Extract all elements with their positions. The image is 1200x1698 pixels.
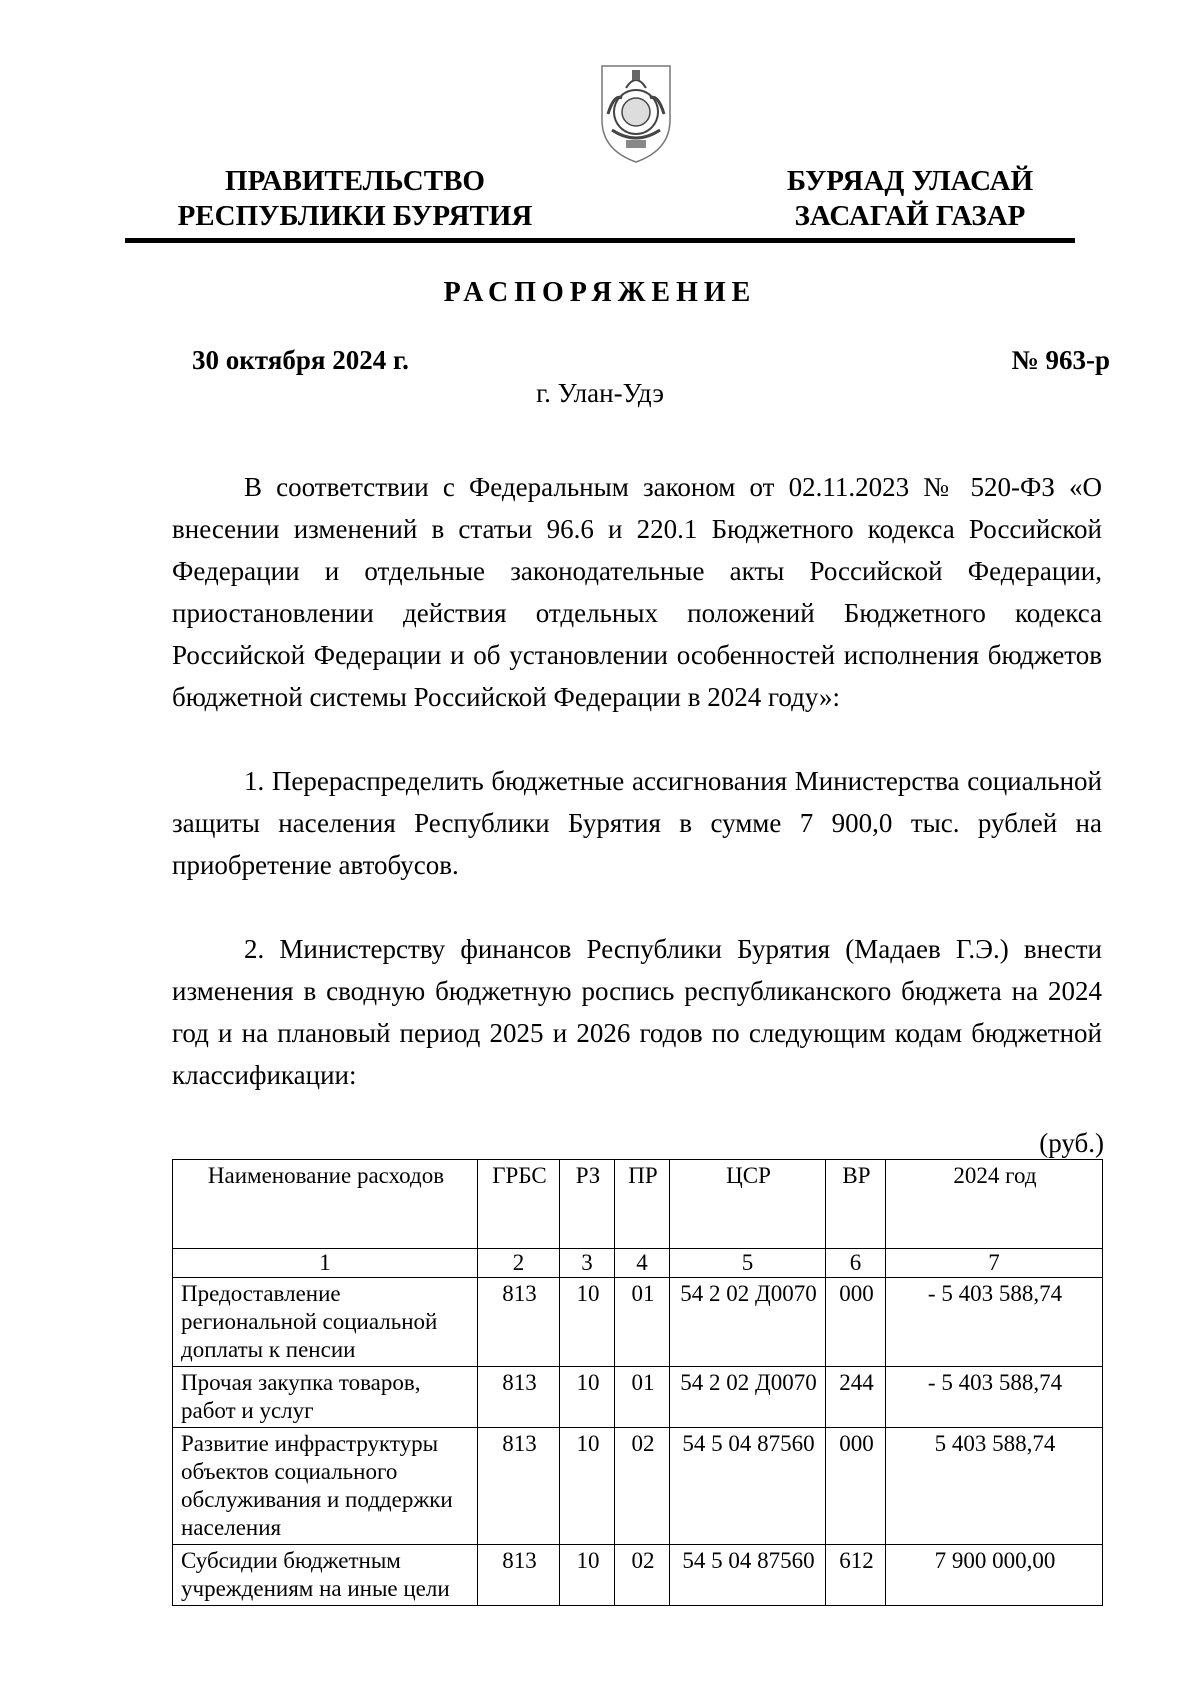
budget-table xyxy=(172,1159,1103,1606)
col-index: 3 xyxy=(560,1249,615,1278)
item1-paragraph xyxy=(172,760,1102,886)
org-name-buryat-line2: ЗАСАГАЙ ГАЗАР xyxy=(794,200,1026,232)
cell-pr: 02 xyxy=(615,1428,670,1545)
table-header-row xyxy=(173,1160,1103,1249)
cell-pr: 02 xyxy=(615,1545,670,1606)
table-row xyxy=(173,1545,1103,1606)
table-row xyxy=(173,1278,1103,1367)
cell-csr: 54 5 04 87560 xyxy=(670,1428,826,1545)
col-index: 4 xyxy=(615,1249,670,1278)
preamble-paragraph xyxy=(172,466,1102,718)
item2-text: 2. Министерству финансов Республики Бурятия (Мадаев Г.Э.) внести изменения в сводную бюджетную роспись республиканского бюджета на 2024 год и на плановый период 2025 и 2026 годов по следующим кодам бюджетной классификации: xyxy=(172,934,1102,1090)
cell-name: Развитие инфраструктуры объектов социального обслуживания и поддержки населения xyxy=(173,1428,478,1545)
cell-name: Прочая закупка товаров, работ и услуг xyxy=(173,1367,478,1428)
table-index-row xyxy=(173,1249,1103,1278)
org-name-russian xyxy=(170,164,540,234)
header-divider xyxy=(125,238,1075,243)
col-header-pr: ПР xyxy=(615,1160,670,1249)
org-name-buryat-line1: БУРЯАД УЛАСАЙ xyxy=(786,165,1034,197)
org-name-buryat xyxy=(740,164,1080,234)
col-index: 2 xyxy=(478,1249,560,1278)
item2-paragraph xyxy=(172,928,1102,1096)
org-name-line2: РЕСПУБЛИКИ БУРЯТИЯ xyxy=(177,200,533,232)
col-index: 6 xyxy=(826,1249,886,1278)
cell-amount: 7 900 000,00 xyxy=(886,1545,1103,1606)
cell-grbs: 813 xyxy=(478,1545,560,1606)
col-header-vr: ВР xyxy=(826,1160,886,1249)
document-title: РАСПОРЯЖЕНИЕ xyxy=(443,277,757,308)
col-index: 1 xyxy=(173,1249,478,1278)
cell-rz: 10 xyxy=(560,1367,615,1428)
cell-vr: 000 xyxy=(826,1428,886,1545)
cell-rz: 10 xyxy=(560,1545,615,1606)
item1-text: 1. Перераспределить бюджетные ассигнования Министерства социальной защиты населения Республики Бурятия в сумме 7 900,0 тыс. рублей на приобретение автобусов. xyxy=(172,766,1102,880)
cell-name: Предоставление региональной социальной доплаты к пенсии xyxy=(173,1278,478,1367)
col-header-rz: РЗ xyxy=(560,1160,615,1249)
col-index: 5 xyxy=(670,1249,826,1278)
col-header-year: 2024 год xyxy=(886,1160,1103,1249)
document-city: г. Улан-Удэ xyxy=(536,378,664,408)
cell-csr: 54 5 04 87560 xyxy=(670,1545,826,1606)
col-header-grbs: ГРБС xyxy=(478,1160,560,1249)
cell-pr: 01 xyxy=(615,1367,670,1428)
document-date: 30 октября 2024 г. xyxy=(192,345,409,375)
col-header-csr: ЦСР xyxy=(670,1160,826,1249)
cell-csr: 54 2 02 Д0070 xyxy=(670,1278,826,1367)
col-header-name: Наименование расходов xyxy=(173,1160,478,1249)
cell-rz: 10 xyxy=(560,1278,615,1367)
table-row xyxy=(173,1428,1103,1545)
cell-pr: 01 xyxy=(615,1278,670,1367)
cell-vr: 000 xyxy=(826,1278,886,1367)
coat-of-arms-emblem xyxy=(596,58,676,168)
col-index: 7 xyxy=(886,1249,1103,1278)
cell-grbs: 813 xyxy=(478,1428,560,1545)
cell-grbs: 813 xyxy=(478,1278,560,1367)
cell-csr: 54 2 02 Д0070 xyxy=(670,1367,826,1428)
cell-amount: 5 403 588,74 xyxy=(886,1428,1103,1545)
currency-unit: (руб.) xyxy=(1039,1128,1104,1158)
cell-grbs: 813 xyxy=(478,1367,560,1428)
cell-vr: 612 xyxy=(826,1545,886,1606)
preamble-text: В соответствии с Федеральным законом от 02.11.2023 № 520-ФЗ «О внесении изменений в статьи 96.6 и 220.1 Бюджетного кодекса Российской Федерации и отдельные законодательные акты Российской Федерации, приостановлении действия отдельных положений Бюджетного кодекса Российской Федерации и об установлении особенностей исполнения бюджетов бюджетной системы Российской Федерации в 2024 году»: xyxy=(172,472,1102,712)
org-name-line1: ПРАВИТЕЛЬСТВО xyxy=(225,165,485,197)
cell-amount: - 5 403 588,74 xyxy=(886,1367,1103,1428)
table-row xyxy=(173,1367,1103,1428)
cell-vr: 244 xyxy=(826,1367,886,1428)
cell-rz: 10 xyxy=(560,1428,615,1545)
cell-amount: - 5 403 588,74 xyxy=(886,1278,1103,1367)
cell-name: Субсидии бюджетным учреждениям на иные цели xyxy=(173,1545,478,1606)
document-number: № 963-р xyxy=(1011,345,1110,375)
